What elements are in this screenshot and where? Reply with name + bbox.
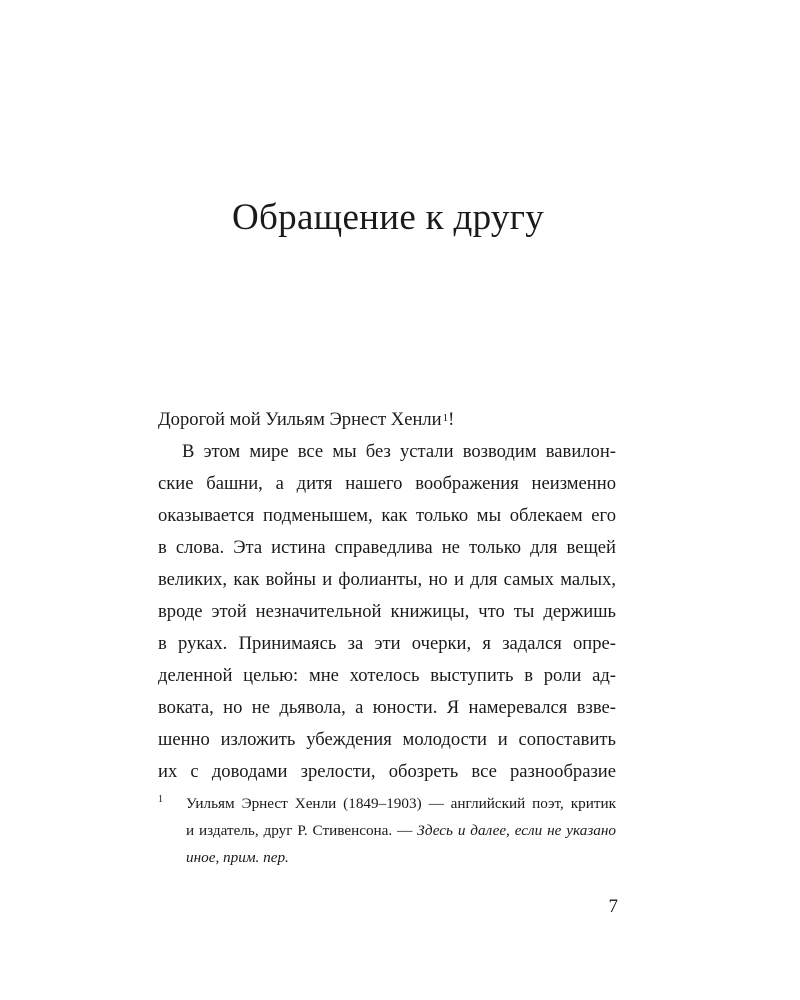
paragraph-line: их с доводами зрелости, обозреть все разнообразие (158, 761, 616, 782)
page-number: 7 (608, 896, 618, 917)
paragraph-line: В этом мире все мы без устали возводим вавилон- (182, 441, 616, 462)
paragraph-line: деленной целью: мне хотелось выступить в роли ад- (158, 665, 616, 686)
paragraph-line: шенно изложить убеждения молодости и сопоставить (158, 729, 616, 750)
salutation (158, 404, 616, 436)
paragraph-line: в слова. Эта истина справедлива не только для вещей (158, 537, 616, 558)
footnote-reference[interactable]: 1 (442, 412, 449, 424)
footnote-line: иное, прим. пер. (186, 849, 289, 866)
chapter-title: Обращение к другу (232, 197, 544, 238)
paragraph (158, 436, 616, 788)
paragraph-line: в руках. Принимаясь за эти очерки, я задался опре- (158, 633, 616, 654)
footnote-line-plain: и издатель, друг Р. Стивенсона. — (186, 822, 418, 839)
paragraph-line: воката, но не дьявола, а юности. Я намеревался взве- (158, 697, 616, 718)
salutation-end: ! (448, 409, 455, 430)
footnote-text (186, 790, 616, 871)
paragraph-line: великих, как войны и фолианты, но и для самых малых, (158, 569, 616, 590)
footnote-line: Уильям Эрнест Хенли (1849–1903) — английский поэт, критик (186, 795, 616, 812)
paragraph-line: ские башни, а дитя нашего воображения неизменно (158, 473, 616, 494)
paragraph-line: оказывается подменышем, как только мы облекаем его (158, 505, 616, 526)
footnote (158, 790, 616, 871)
paragraph-line: вроде этой незначительной книжицы, что ты держишь (158, 601, 616, 622)
footnote-marker: 1 (158, 794, 163, 805)
salutation-text: Дорогой мой Уильям Эрнест Хенли (158, 409, 442, 430)
footnote-line-italic: Здесь и далее, если не указано (417, 822, 616, 839)
letter-body (158, 404, 616, 788)
footnote-line (186, 817, 616, 844)
